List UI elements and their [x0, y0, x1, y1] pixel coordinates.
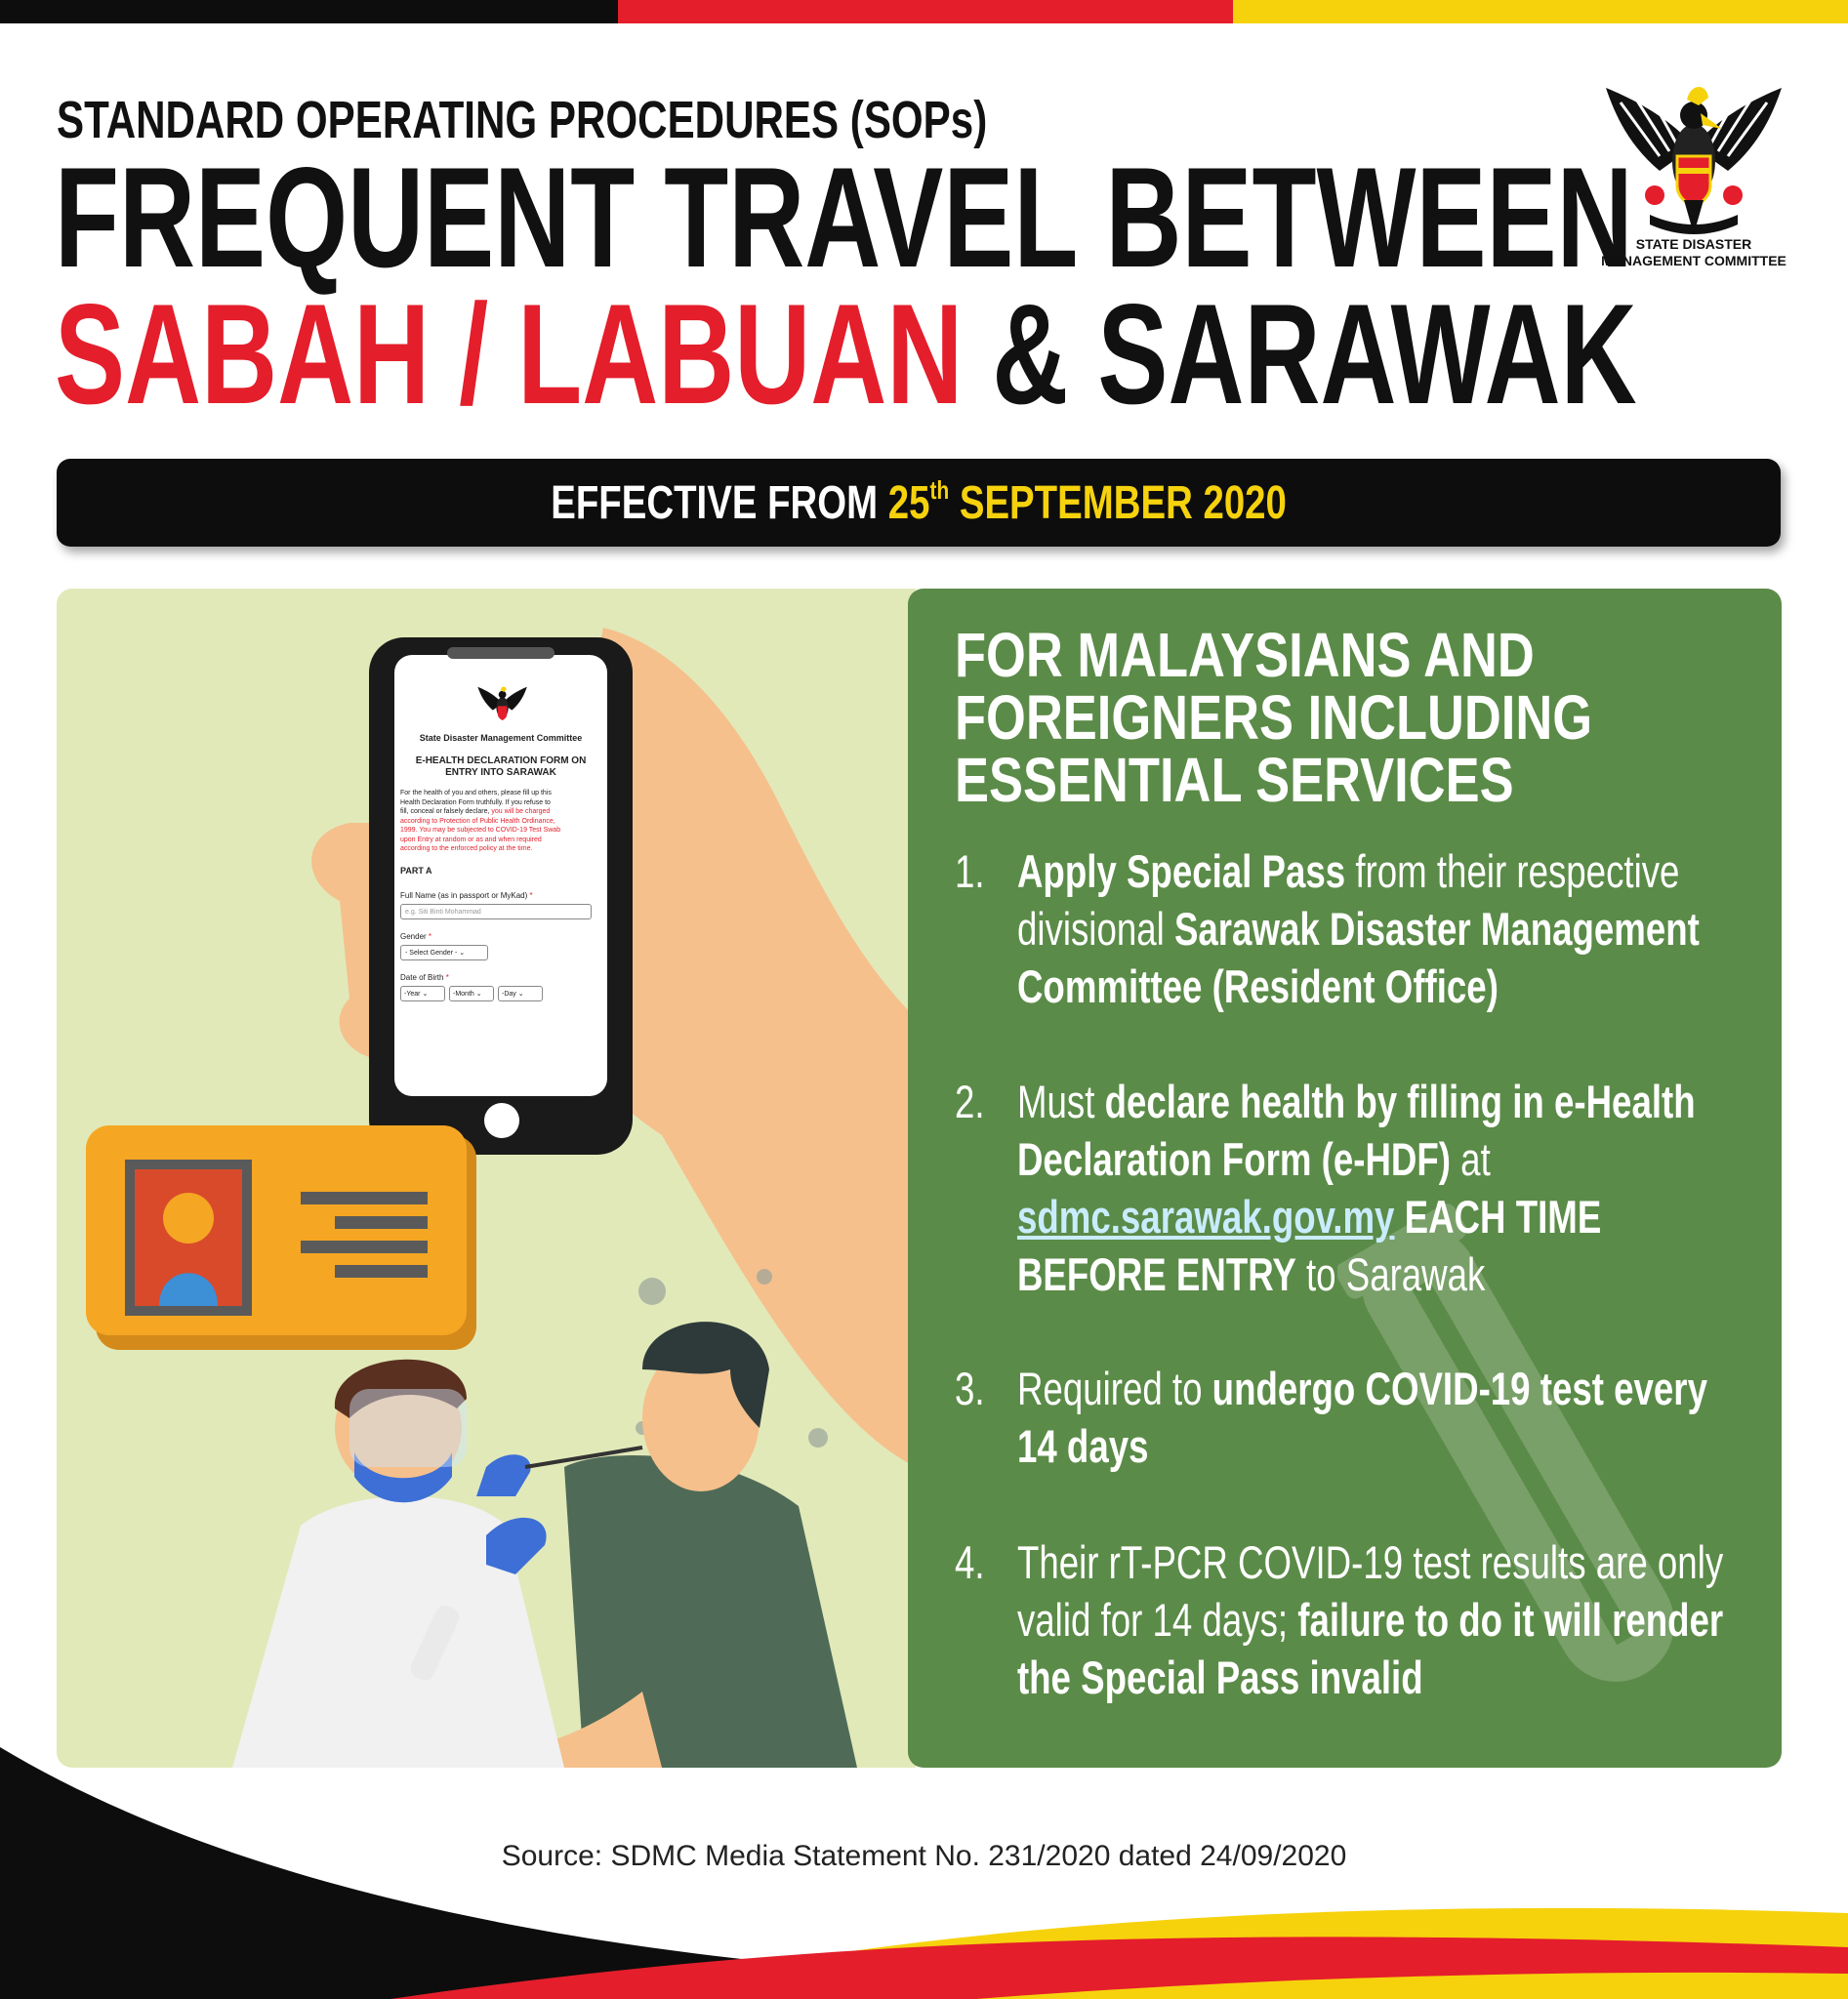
- worker-face-shield: [349, 1389, 467, 1467]
- sop-item-3: 3. Required to undergo COVID-19 test every 14 days: [955, 1363, 1707, 1472]
- page-title-line1: FREQUENT TRAVEL BETWEEN: [55, 138, 1633, 297]
- chevron-down-icon: ⌄: [517, 990, 524, 998]
- form-org: State Disaster Management Committee: [419, 733, 583, 743]
- dob-label: Date of Birth *: [400, 972, 449, 982]
- sarawak-crest-icon: [1601, 78, 1786, 244]
- chevron-down-icon: ⌄: [475, 990, 482, 998]
- gender-label: Gender *: [400, 931, 432, 941]
- dob-month-select[interactable]: -Month ⌄: [449, 986, 494, 1001]
- page-title-line2: [55, 274, 1637, 433]
- dob-day-select[interactable]: -Day ⌄: [498, 986, 543, 1001]
- dob-year-select[interactable]: -Year ⌄: [400, 986, 445, 1001]
- sdmc-website-link[interactable]: sdmc.sarawak.gov.my: [1016, 1191, 1395, 1243]
- title-sabah-labuan: SABAH / LABUAN: [55, 274, 964, 433]
- top-stripe-yellow: [1233, 0, 1848, 23]
- illustration-panel: [57, 589, 916, 1768]
- info-panel: [908, 589, 1782, 1768]
- source-note: Source: SDMC Media Statement No. 231/2020 dated 24/09/2020: [501, 1840, 1347, 1872]
- worker-glove: [476, 1454, 531, 1496]
- phone-form: [400, 733, 601, 1001]
- form-title: E-HEALTH DECLARATION FORM ON ENTRY INTO SARAWAK: [415, 755, 587, 778]
- full-name-input[interactable]: e.g. Siti Binti Mohammad: [400, 904, 592, 919]
- chevron-down-icon: ⌄: [422, 990, 429, 998]
- title-sarawak: & SARAWAK: [992, 274, 1637, 433]
- chevron-down-icon: ⌄: [459, 949, 466, 957]
- top-stripe-red: [618, 0, 1233, 23]
- top-stripe-black: [0, 0, 618, 23]
- bottom-swoosh: [0, 1747, 1848, 1999]
- sop-item-2: 2. Must declare health by filling in e-Health Declaration Form (e-HDF) at sdmc.sarawak.gov.my EACH TIME BEFORE ENTRY to Sarawak: [955, 1076, 1696, 1300]
- panel-title: FOR MALAYSIANS AND FOREIGNERS INCLUDING ESSENTIAL SERVICES: [955, 620, 1593, 815]
- sop-item-4: 4. Their rT-PCR COVID-19 test results are only valid for 14 days; failure to do it will render the Special Pass invalid: [955, 1536, 1724, 1703]
- id-photo-head: [163, 1193, 214, 1244]
- phone-speaker: [447, 647, 554, 659]
- phone-home-button: [484, 1103, 519, 1138]
- logo-caption: STATE DISASTER MANAGEMENT COMMITTEE: [1601, 236, 1786, 268]
- dob-selects: [400, 986, 601, 1001]
- form-part: PART A: [400, 865, 432, 876]
- form-intro: For the health of you and others, please fill up this Health Declaration Form truthfully. If you refuse to fill, conceal or falsely declare, you will be charged according to Protection of Public Health Ordinance, 1999. You may be subjected to COVID-19 Test Swab upon Entry at random or as and when required according to the enforced policy at the time.: [400, 790, 561, 852]
- page-subtitle: STANDARD OPERATING PROCEDURES (SOPs): [57, 91, 988, 149]
- effective-date-text: EFFECTIVE FROM 25th SEPTEMBER 2020: [551, 475, 1287, 529]
- full-name-label: Full Name (as in passport or MyKad) *: [400, 890, 533, 900]
- sop-item-1: 1. Apply Special Pass from their respective divisional Sarawak Disaster Management Committee (Resident Office): [955, 845, 1700, 1012]
- effective-date-banner: [57, 459, 1781, 547]
- gender-select[interactable]: - Select Gender - ⌄: [400, 945, 488, 960]
